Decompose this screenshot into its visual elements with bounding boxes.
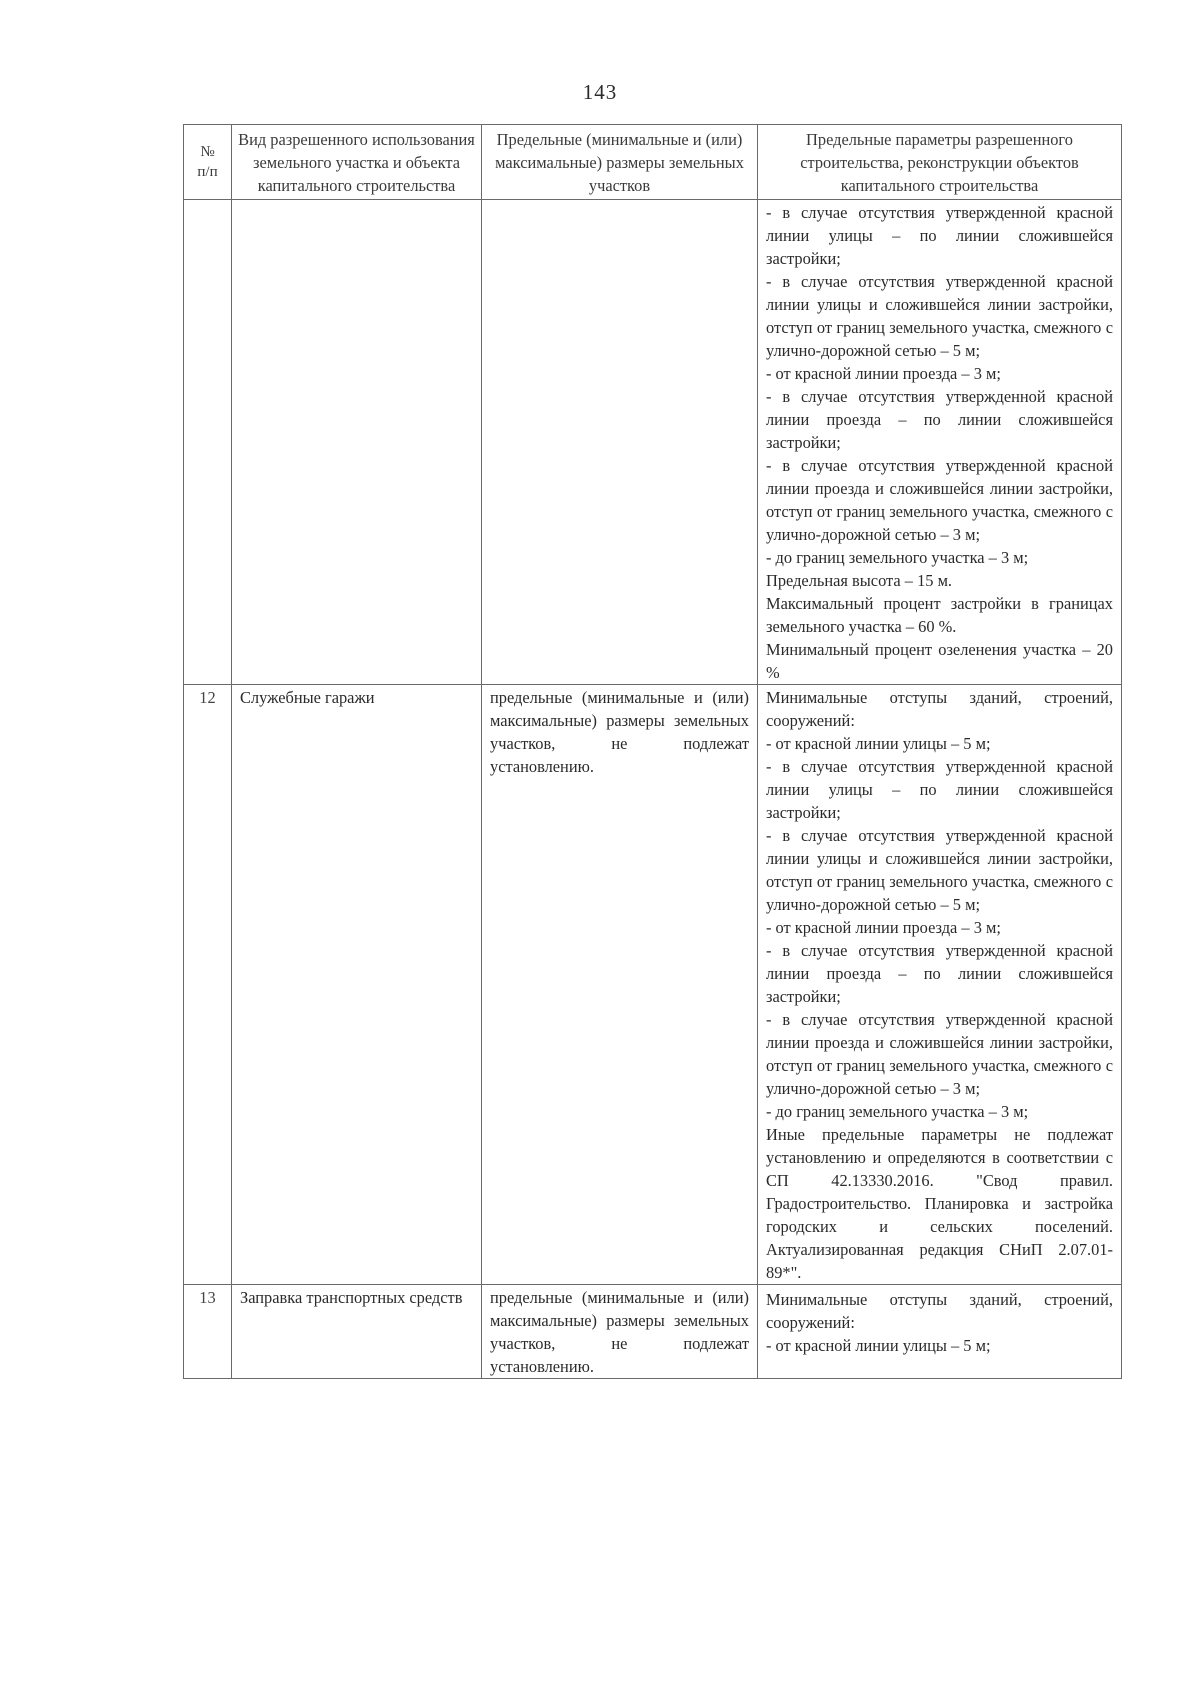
page-number: 143: [582, 80, 618, 104]
parameter-line: - в случае отсутствия утвержденной красной линии улицы и сложившейся линии застройки, отступ от границ земельного участка, смежного с улично-дорожной сетью – 5 м;: [766, 272, 1113, 360]
parameter-line: - в случае отсутствия утвержденной красной линии проезда – по линии сложившейся застройки;: [766, 387, 1113, 452]
parameter-line: Минимальные отступы зданий, строений, сооружений:: [766, 688, 1113, 730]
parameter-line: - в случае отсутствия утвержденной красной линии проезда и сложившейся линии застройки, отступ от границ земельного участка, смежного с улично-дорожной сетью – 3 м;: [766, 456, 1113, 544]
table-row: [184, 1285, 1122, 1379]
parameter-line: - до границ земельного участка – 3 м;: [766, 548, 1029, 567]
construction-parameters-cell: [758, 1285, 1122, 1379]
plot-size-cell: [482, 200, 758, 685]
header-permitted-use: Вид разрешенного использования земельного участка и объекта капитального строительства: [232, 125, 482, 200]
plot-size-cell: предельные (минимальные и (или) максимальные) размеры земельных участков, не подлежат установлению.: [482, 1285, 758, 1379]
row-number: [184, 200, 232, 685]
parameter-line: - в случае отсутствия утвержденной красной линии улицы – по линии сложившейся застройки;: [766, 203, 1113, 268]
construction-parameters-cell: [758, 200, 1122, 685]
row-number: 12: [184, 685, 232, 1285]
plot-size-cell: предельные (минимальные и (или) максимальные) размеры земельных участков, не подлежат установлению.: [482, 685, 758, 1285]
construction-parameters-cell: [758, 685, 1122, 1285]
parameter-line: Предельная высота – 15 м.: [766, 571, 953, 590]
parameter-line: - в случае отсутствия утвержденной красной линии улицы и сложившейся линии застройки, отступ от границ земельного участка, смежного с улично-дорожной сетью – 5 м;: [766, 826, 1113, 914]
parameter-line: Иные предельные параметры не подлежат установлению и определяются в соответствии с СП 42.13330.2016. "Свод правил. Градостроительство. Планировка и застройка городских и сельских поселений. Актуализированная редакция СНиП 2.07.01-89*".: [766, 1125, 1113, 1282]
parameter-line: Минимальные отступы зданий, строений, сооружений:: [766, 1290, 1113, 1332]
header-construction-parameters: Предельные параметры разрешенного строительства, реконструкции объектов капитального строительства: [758, 125, 1122, 200]
zoning-parameters-table: [183, 124, 1122, 1379]
parameter-line: - от красной линии проезда – 3 м;: [766, 364, 1001, 383]
parameter-line: - в случае отсутствия утвержденной красной линии улицы – по линии сложившейся застройки;: [766, 757, 1113, 822]
table-row: [184, 685, 1122, 1285]
table-row: [184, 200, 1122, 685]
table-header-row: [184, 125, 1122, 200]
parameter-line: - в случае отсутствия утвержденной красной линии проезда и сложившейся линии застройки, отступ от границ земельного участка, смежного с улично-дорожной сетью – 3 м;: [766, 1010, 1113, 1098]
parameter-line: Максимальный процент застройки в границах земельного участка – 60 %.: [766, 594, 1113, 636]
parameter-line: Минимальный процент озеленения участка – 20 %: [766, 640, 1113, 682]
header-plot-size-limits: Предельные (минимальные и (или) максимальные) размеры земельных участков: [482, 125, 758, 200]
permitted-use-cell: Заправка транспортных средств: [232, 1285, 482, 1379]
parameter-line: - от красной линии улицы – 5 м;: [766, 734, 991, 753]
permitted-use-cell: [232, 200, 482, 685]
parameter-line: - до границ земельного участка – 3 м;: [766, 1102, 1029, 1121]
parameter-line: - от красной линии проезда – 3 м;: [766, 918, 1001, 937]
parameter-line: - от красной линии улицы – 5 м;: [766, 1336, 991, 1355]
row-number: 13: [184, 1285, 232, 1379]
parameter-line: - в случае отсутствия утвержденной красной линии проезда – по линии сложившейся застройки;: [766, 941, 1113, 1006]
permitted-use-cell: Служебные гаражи: [232, 685, 482, 1285]
header-row-number: № п/п: [184, 125, 232, 200]
